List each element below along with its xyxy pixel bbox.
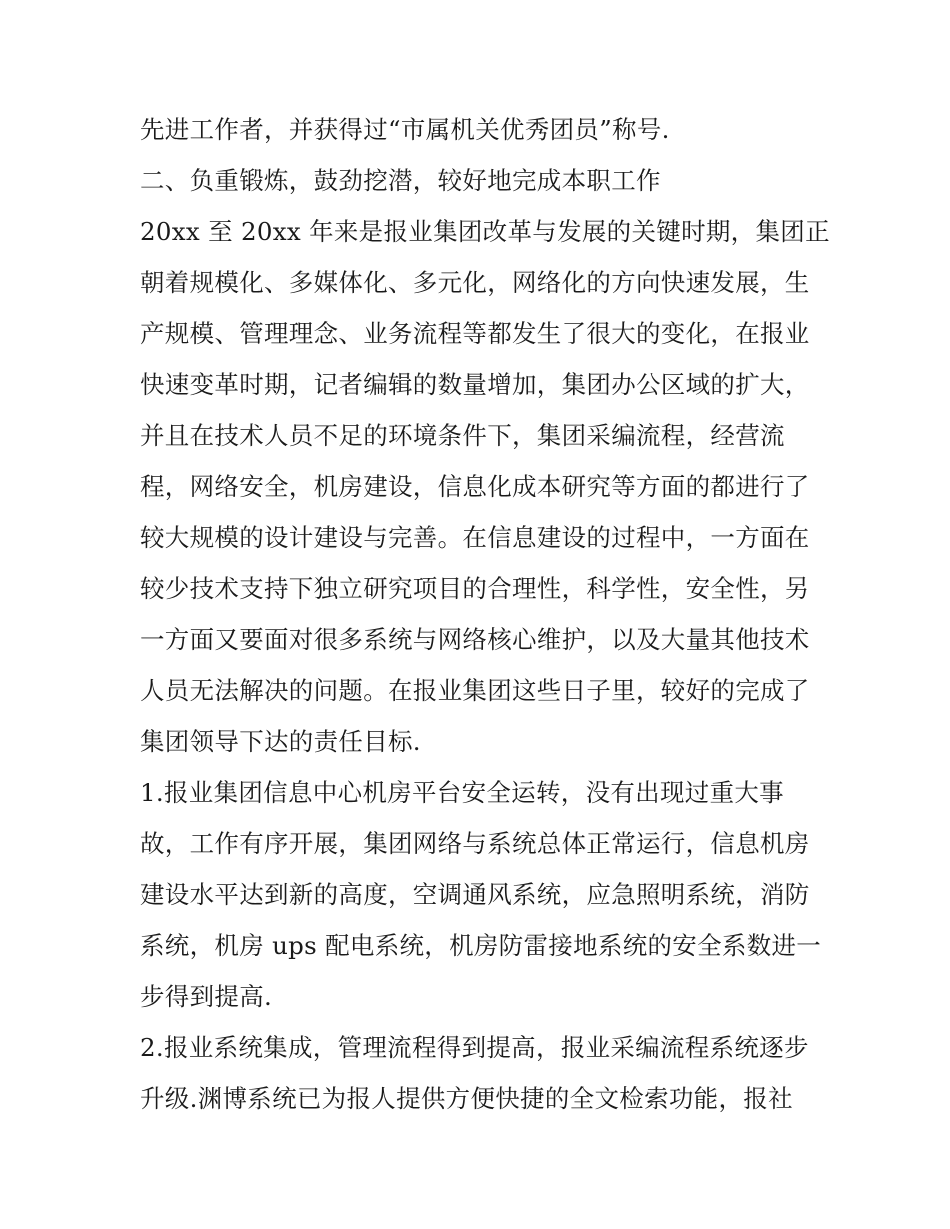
text-line: 步得到提高. bbox=[140, 982, 273, 1011]
text-line: 系统，机房 ups 配电系统，机房防雷接地系统的安全系数进一 bbox=[140, 931, 822, 960]
text-line: 程，网络安全，机房建设，信息化成本研究等方面的都进行了 bbox=[140, 472, 810, 501]
text-line: 人员无法解决的问题。在报业集团这些日子里，较好的完成了 bbox=[140, 676, 810, 705]
list-item-2: 2.报业系统集成，管理流程得到提高，报业采编流程系统逐步 bbox=[140, 1033, 809, 1062]
text-line: 快速变革时期，记者编辑的数量增加，集团办公区域的扩大， bbox=[140, 370, 810, 399]
text-line: 升级.渊博系统已为报人提供方便快捷的全文检索功能，报社 bbox=[140, 1084, 793, 1113]
text-line: 朝着规模化、多媒体化、多元化，网络化的方向快速发展，生 bbox=[140, 268, 810, 297]
text-line: 较大规模的设计建设与完善。在信息建设的过程中，一方面在 bbox=[140, 523, 810, 552]
section-heading: 二、负重锻炼，鼓劲挖潜，较好地完成本职工作 bbox=[140, 166, 661, 195]
text-line: 较少技术支持下独立研究项目的合理性，科学性，安全性，另 bbox=[140, 574, 810, 603]
text-line: 集团领导下达的责任目标. bbox=[140, 727, 421, 756]
text-line: 先进工作者，并获得过“市属机关优秀团员”称号. bbox=[140, 115, 670, 144]
text-line: 20xx 至 20xx 年来是报业集团改革与发展的关键时期，集团正 bbox=[140, 217, 830, 246]
text-line: 一方面又要面对很多系统与网络核心维护，以及大量其他技术 bbox=[140, 625, 810, 654]
text-line: 建设水平达到新的高度，空调通风系统，应急照明系统，消防 bbox=[140, 880, 810, 909]
text-line: 产规模、管理理念、业务流程等都发生了很大的变化，在报业 bbox=[140, 319, 810, 348]
text-line: 并且在技术人员不足的环境条件下，集团采编流程，经营流 bbox=[140, 421, 785, 450]
text-line: 故，工作有序开展，集团网络与系统总体正常运行，信息机房 bbox=[140, 829, 810, 858]
list-item-1: 1.报业集团信息中心机房平台安全运转，没有出现过重大事 bbox=[140, 778, 784, 807]
